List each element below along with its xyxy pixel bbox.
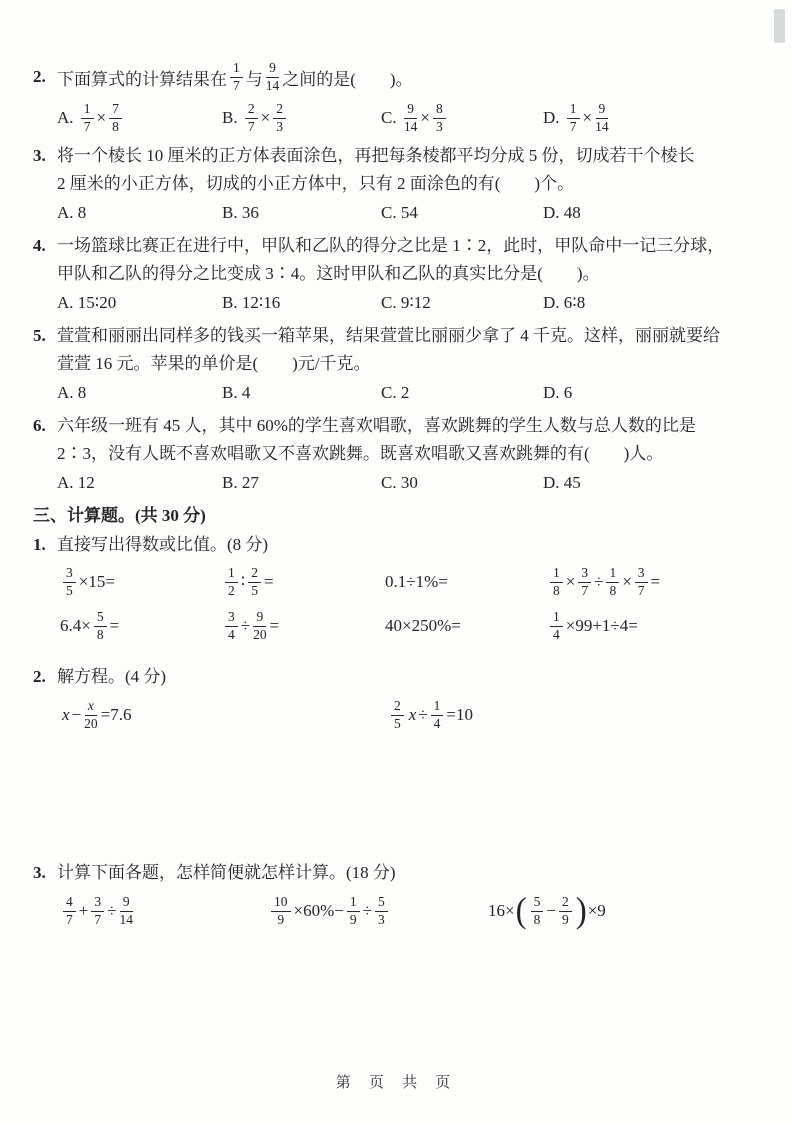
equations-row (60, 692, 793, 738)
question-5-options (57, 378, 793, 408)
question-2-stem (0, 56, 793, 98)
sub-question-3-title (0, 858, 793, 888)
question-3 (0, 142, 793, 228)
question-2-option-c: C. $\frac{9}{14}$ × $\frac{8}{3}$ (381, 102, 543, 133)
sub-question-2-text: 解方程。(4 分) (57, 667, 167, 686)
question-2-stem-text: 下面算式的计算结果在 $\frac{1}{7}$ 与 $\frac{9}{14}$ 之间的是( )。 (57, 60, 413, 93)
simplify-expression-1: $\frac{4}{7}$ + $\frac{3}{7}$ ÷ $\frac{9}{14}$ (60, 895, 268, 926)
calc-expression-7: 40×250%= (385, 616, 461, 635)
question-2-options (57, 98, 793, 138)
question-4-stem (0, 232, 793, 260)
question-5-option-c: C. 2 (381, 383, 410, 402)
question-2-number: 2. (33, 67, 46, 86)
calc-expression-6: $\frac{3}{4}$ ÷ $\frac{9}{20}$ = (222, 610, 385, 641)
answer-workspace (0, 738, 793, 858)
calc-expression-2: $\frac{1}{2}$ ∶ $\frac{2}{5}$ = (222, 566, 385, 597)
question-6-line-1: 六年级一班有 45 人，其中 60%的学生喜欢唱歌，喜欢跳舞的学生人数与总人数的比是 (57, 416, 696, 435)
scan-artifact-mark (774, 9, 785, 43)
question-6-number: 6. (33, 416, 46, 435)
sub-question-1-title (0, 530, 793, 560)
section-3-heading: 三、计算题。(共 30 分) (33, 506, 206, 525)
question-5-stem (0, 322, 793, 350)
calc-expression-3: 0.1÷1%= (385, 572, 448, 591)
question-5-line-2: 萱萱 16 元。苹果的单价是( )元/千克。 (57, 354, 371, 373)
calc-expression-1: $\frac{3}{5}$ ×15= (60, 566, 222, 597)
question-6-option-a: A. 12 (57, 473, 95, 492)
sub-question-1-number: 1. (33, 535, 46, 554)
question-4-line-1: 一场篮球比赛正在进行中，甲队和乙队的得分之比是 1∶2，此时，甲队命中一记三分球， (57, 236, 725, 255)
equation-2: $\frac{2}{5}$ x ÷ $\frac{1}{4}$ =10 (388, 699, 793, 730)
question-3-option-c: C. 54 (381, 203, 418, 222)
question-3-option-a: A. 8 (57, 203, 87, 222)
question-5-option-d: D. 6 (543, 383, 573, 402)
sub-question-3-number: 3. (33, 863, 46, 882)
sub-question-3-text: 计算下面各题，怎样简便就怎样计算。(18 分) (57, 863, 396, 882)
question-4-options (57, 288, 793, 318)
question-6 (0, 412, 793, 498)
simplify-expressions-row (60, 888, 793, 934)
question-4-line-2: 甲队和乙队的得分之比变成 3∶4。这时甲队和乙队的真实比分是( )。 (57, 264, 600, 283)
question-2-option-d: D. $\frac{1}{7}$ × $\frac{9}{14}$ (543, 101, 609, 134)
question-6-options (57, 468, 793, 498)
question-3-option-b: B. 36 (222, 203, 259, 222)
direct-calc-row-2 (60, 604, 793, 648)
question-4 (0, 232, 793, 318)
question-5-number: 5. (33, 326, 46, 345)
question-6-stem (0, 412, 793, 440)
question-5-option-a: A. 8 (57, 383, 87, 402)
calc-expression-4: $\frac{1}{8}$ × $\frac{3}{7}$ ÷ $\frac{1}{8}$ × $\frac{3}{7}$ = (547, 566, 793, 597)
question-3-number: 3. (33, 146, 46, 165)
simplify-expression-2: $\frac{10}{9}$ ×60%− $\frac{1}{9}$ ÷ $\frac{5}{3}$ (268, 895, 488, 926)
simplify-expression-3: 16× ( $\frac{5}{8}$ − $\frac{2}{9}$ ) ×9 (488, 891, 606, 930)
question-4-option-d: D. 6∶8 (543, 293, 586, 312)
sub-question-2-number: 2. (33, 667, 46, 686)
question-4-option-c: C. 9∶12 (381, 293, 431, 312)
question-2-option-b: B. $\frac{2}{7}$ × $\frac{2}{3}$ (222, 102, 381, 133)
calc-expression-5: 6.4× $\frac{5}{8}$ = (60, 609, 120, 642)
equation-1: x − $\frac{x}{20}$ =7.6 (62, 698, 132, 731)
question-6-line-2: 2∶3，没有人既不喜欢唱歌又不喜欢跳舞。既喜欢唱歌又喜欢跳舞的有( )人。 (57, 444, 664, 463)
question-6-option-d: D. 45 (543, 473, 581, 492)
sub-question-2-title (0, 662, 793, 692)
question-4-option-b: B. 12∶16 (222, 293, 281, 312)
question-5-line-1: 萱萱和丽丽出同样多的钱买一箱苹果，结果萱萱比丽丽少拿了 4 千克。这样，丽丽就要给 (57, 326, 720, 345)
page-footer: 第 页 共 页 (335, 1074, 458, 1091)
question-6-option-c: C. 30 (381, 473, 418, 492)
question-6-option-b: B. 27 (222, 473, 259, 492)
sub-question-1-text: 直接写出得数或比值。(8 分) (57, 535, 269, 554)
calc-expression-8: $\frac{1}{4}$ ×99+1÷4= (547, 610, 793, 641)
question-4-number: 4. (33, 236, 46, 255)
question-3-line-2: 2 厘米的小正方体，切成的小正方体中，只有 2 面涂色的有( )个。 (57, 174, 575, 193)
direct-calc-row-1 (60, 560, 793, 604)
question-3-line-1: 将一个棱长 10 厘米的正方体表面涂色，再把每条棱都平均分成 5 份，切成若干个棱长 (57, 146, 695, 165)
question-3-option-d: D. 48 (543, 203, 581, 222)
question-3-stem (0, 142, 793, 170)
question-5-option-b: B. 4 (222, 383, 251, 402)
question-4-option-a: A. 15∶20 (57, 293, 117, 312)
question-2-option-a: A. $\frac{1}{7}$ × $\frac{7}{8}$ (57, 102, 222, 133)
question-2 (0, 56, 793, 138)
question-3-options (57, 198, 793, 228)
question-5 (0, 322, 793, 408)
